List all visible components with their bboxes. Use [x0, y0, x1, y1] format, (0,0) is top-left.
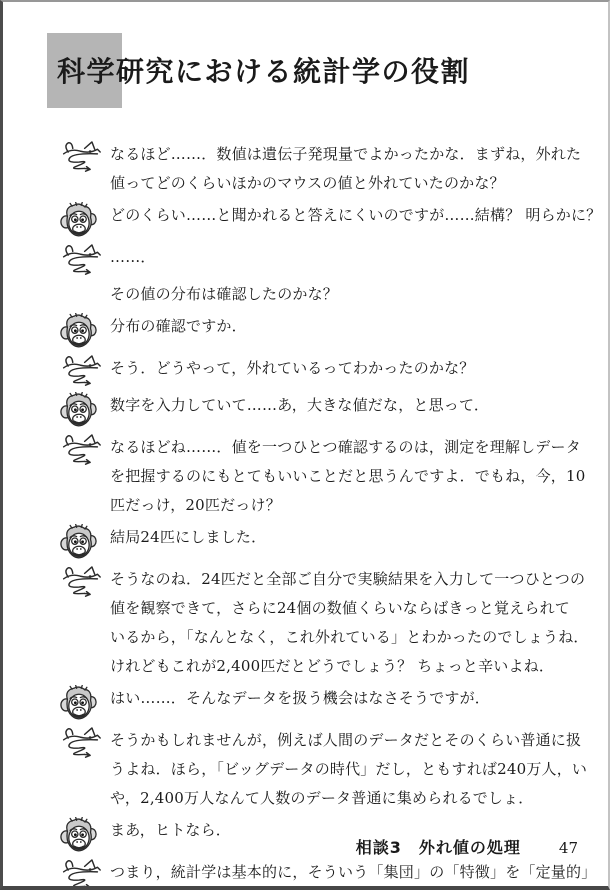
footer-section-title: 相談3 外れ値の処理: [355, 838, 521, 857]
dialogue-line: どのくらい……と聞かれると答えにくいのですが……結構？ 明らかに？: [110, 206, 602, 224]
monkey-face-icon: [60, 202, 97, 240]
speaker-goat: [60, 354, 110, 388]
dialogue-line: そう．どうやって，外れているってわかったのかな？: [110, 359, 475, 377]
dialogue-row: [60, 354, 560, 388]
dialogue-line: そうなのね．24匹だと全部ご自分で実験結果を入力して一つひとつの: [110, 570, 586, 588]
goat-doodle-icon: [60, 355, 102, 388]
speaker-spacer: [60, 280, 110, 281]
dialogue-line: なるほどね……．値を一つひとつ確認するのは，測定を理解しデータ: [110, 438, 581, 456]
speaker-monkey: [60, 684, 110, 723]
monkey-face-icon: [60, 313, 97, 351]
speaker-goat: [60, 858, 110, 890]
dialogue-line: や，2,400万人なんて人数のデータ普通に集められるでしょ．: [110, 789, 534, 807]
monkey-face-icon: [60, 685, 97, 723]
speaker-monkey: [60, 816, 110, 855]
dialogue-row: [60, 243, 560, 277]
dialogue-line: 匹だっけ，20匹だっけ？: [110, 496, 281, 514]
dialogue-line: 分布の確認ですか．: [110, 317, 247, 335]
dialogue-line: 値を観察できて，さらに24個の数値くらいならばきっと覚えられて: [110, 599, 570, 617]
dialogue-line: つまり，統計学は基本的に，そういう「集団」の「特徴」を「定量的」: [110, 863, 597, 881]
dialogue-row: [60, 391, 560, 430]
speaker-goat: [60, 726, 110, 760]
page-title: 科学研究における統計学の役割: [57, 55, 471, 88]
dialogue-row: [60, 726, 588, 813]
monkey-face-icon: [60, 817, 97, 855]
dialogue-row: [60, 433, 586, 520]
monkey-face-icon: [60, 392, 97, 430]
dialogue-line: いるから，「なんとなく，これ外れている」とわかったのでしょうね．: [110, 628, 589, 646]
speaker-monkey: [60, 312, 110, 351]
dialogue-line: なるほど……．数値は遺伝子発現量でよかったかな．まずね，外れた: [110, 145, 582, 163]
speaker-goat: [60, 243, 110, 277]
speaker-monkey: [60, 201, 110, 240]
goat-doodle-icon: [60, 244, 102, 277]
dialogue-line: を把握するのにもとてもいいことだと思うんですよ．でもね，今，10: [110, 467, 586, 485]
dialogue-line: 結局24匹にしました．: [110, 528, 267, 546]
dialogue-line: けれどもこれが2,400匹だとどうでしょう？ ちょっと辛いよね．: [110, 657, 555, 675]
goat-doodle-icon: [60, 727, 102, 760]
dialogue-row: [60, 312, 560, 351]
dialogue-line: 数字を入力していて……あ，大きな値だな，と思って．: [110, 396, 490, 414]
dialogue-line: まあ，ヒトなら．: [110, 821, 232, 839]
speaker-goat: [60, 565, 110, 599]
goat-doodle-icon: [60, 566, 102, 599]
dialogue-row: [60, 565, 589, 681]
dialogue-row: [60, 140, 582, 198]
dialogue-line: そうかもしれませんが，例えば人間のデータだとそのくらい普通に扱: [110, 731, 582, 749]
dialogue-line: はい……．そんなデータを扱う機会はなさそうですが．: [110, 689, 491, 707]
dialogue-row: [60, 858, 597, 890]
dialogue-line: ……．: [110, 248, 156, 266]
page-footer: [356, 835, 578, 858]
goat-doodle-icon: [60, 141, 102, 174]
dialogue-line: 値ってどのくらいほかのマウスの値と外れていたのかな？: [110, 174, 505, 192]
goat-doodle-icon: [60, 434, 102, 467]
monkey-face-icon: [60, 524, 97, 562]
speaker-goat: [60, 433, 110, 467]
dialogue-row: [60, 523, 560, 562]
speaker-monkey: [60, 523, 110, 562]
dialogue-row: [60, 684, 560, 723]
dialogue-line: その値の分布は確認したのかな？: [110, 285, 339, 303]
dialogue-row: [60, 201, 602, 240]
footer-page-number: 47: [558, 839, 578, 857]
goat-doodle-icon: [60, 859, 102, 890]
dialogue-line: うよね．ほら，「ビッグデータの時代」だし，ともすれば240万人，い: [110, 760, 588, 778]
speaker-goat: [60, 140, 110, 174]
dialogue-row: [60, 280, 560, 309]
speaker-monkey: [60, 391, 110, 430]
